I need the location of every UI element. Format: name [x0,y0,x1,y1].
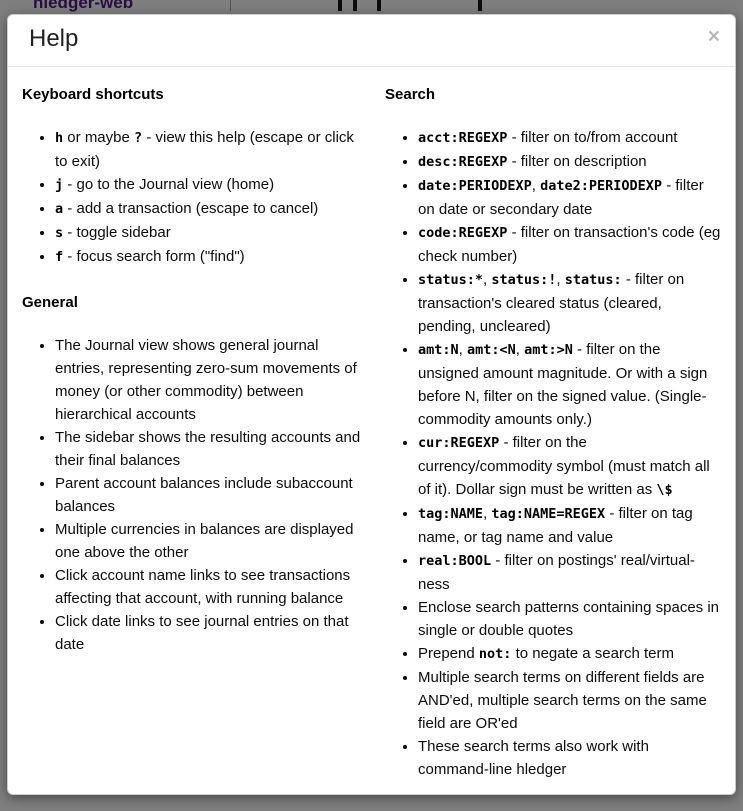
right-column [385,86,721,781]
code: not: [478,646,512,662]
text-segment: - toggle sidebar [63,224,171,241]
text-segment: The sidebar shows the resulting accounts and their final balances [55,429,361,469]
text-segment: - filter on date or secondary date [418,177,704,218]
list-item [55,173,367,197]
text-segment: , [531,177,541,194]
text-segment: - filter on description [507,153,647,170]
text-segment: - add a transaction (escape to cancel) [63,200,319,217]
help-list [385,126,721,781]
modal-title: Help [29,25,79,52]
list-item [418,596,721,642]
close-icon: × [707,25,720,48]
code: cur:REGEXP [418,435,500,451]
list-item [55,334,367,426]
help-section [22,86,367,269]
help-modal [7,14,736,795]
list-item [55,245,367,269]
code: desc:REGEXP [418,154,508,170]
list-item [418,221,721,268]
text-segment: - filter on transaction's cleared status (cleared, pending, uncleared) [418,271,685,335]
list-item [55,610,367,656]
list-item [418,549,721,596]
code: amt:<N [466,342,516,358]
code: status: [564,272,622,288]
code: status:! [491,272,557,288]
list-item [55,472,367,518]
text-segment: These search terms also work with command-line hledger [418,738,649,778]
code: s [55,225,64,241]
help-section [385,86,721,781]
code: date:PERIODEXP [418,178,532,194]
text-segment: Multiple currencies in balances are displayed one above the other [55,521,354,561]
list-item [418,150,721,174]
text-segment: , [556,271,565,288]
help-section [22,294,367,656]
text-segment: - focus search form ("find") [63,248,245,265]
code: tag:NAME [418,506,484,522]
list-item [55,518,367,564]
list-item [418,268,721,338]
section-heading: Keyboard shortcuts [22,86,164,103]
list-item [418,642,721,666]
list-item [418,174,721,221]
text-segment: or maybe [63,129,135,146]
modal-columns [22,86,721,781]
help-list [22,334,367,656]
list-item [55,564,367,610]
code: f [55,249,64,265]
close-button[interactable] [706,24,722,49]
text-segment: Prepend [418,645,479,662]
text-segment: Click account name links to see transactions affecting that account, with running balance [55,567,351,607]
list-item [418,126,721,150]
list-item [418,735,721,781]
list-item [55,221,367,245]
modal-body [8,67,735,795]
code: j [55,177,64,193]
list-item [55,126,367,173]
code: acct:REGEXP [418,130,508,146]
code: real:BOOL [418,553,492,569]
section-heading: General [22,294,78,311]
code: code:REGEXP [418,225,508,241]
code: status:* [418,272,484,288]
text-segment: Multiple search terms on different fields are AND'ed, multiple search terms on the same field are OR'ed [418,669,707,732]
help-list [22,126,367,269]
code: amt:N [418,342,459,358]
text-segment: - filter on postings' real/virtual-ness [418,552,695,593]
text-segment: The Journal view shows general journal entries, representing zero-sum movements of money (or other commodity) between hierarchical accounts [55,337,357,423]
text-segment: , [458,341,467,358]
text-segment: , [515,341,525,358]
text-segment: - filter on tag name, or tag name and value [418,505,693,546]
code: \$ [656,482,673,498]
modal-header [8,15,735,67]
text-segment: - view this help (escape or click to exit) [55,129,354,170]
code: ? [134,130,143,146]
list-item [55,197,367,221]
text-segment: Click date links to see journal entries on that date [55,613,349,653]
left-column [22,86,367,781]
code: date2:PERIODEXP [540,178,663,194]
text-segment: , [483,271,492,288]
text-segment: to negate a search term [511,645,674,662]
code: h [55,130,64,146]
text-segment: - filter on the currency/commodity symbol (must match all of it). Dollar sign must be written as [418,434,710,498]
text-segment: Parent account balances include subaccount balances [55,475,353,515]
text-segment: - go to the Journal view (home) [63,176,275,193]
text-segment: Enclose search patterns containing spaces in single or double quotes [418,599,720,639]
text-segment: - filter on transaction's code (eg check number) [418,224,721,265]
list-item [418,502,721,549]
list-item [55,426,367,472]
list-item [418,338,721,431]
text-segment: , [483,505,492,522]
list-item [418,431,721,502]
text-segment: - filter on to/from account [507,129,678,146]
section-heading: Search [385,86,436,103]
code: amt:>N [524,342,573,358]
code: a [55,201,64,217]
text-segment: - filter on the unsigned amount magnitude. Or with a sign before N, filter on the signed value. (Single-commodity amounts only.) [418,341,708,428]
list-item [418,666,721,735]
code: tag:NAME=REGEX [491,506,606,522]
